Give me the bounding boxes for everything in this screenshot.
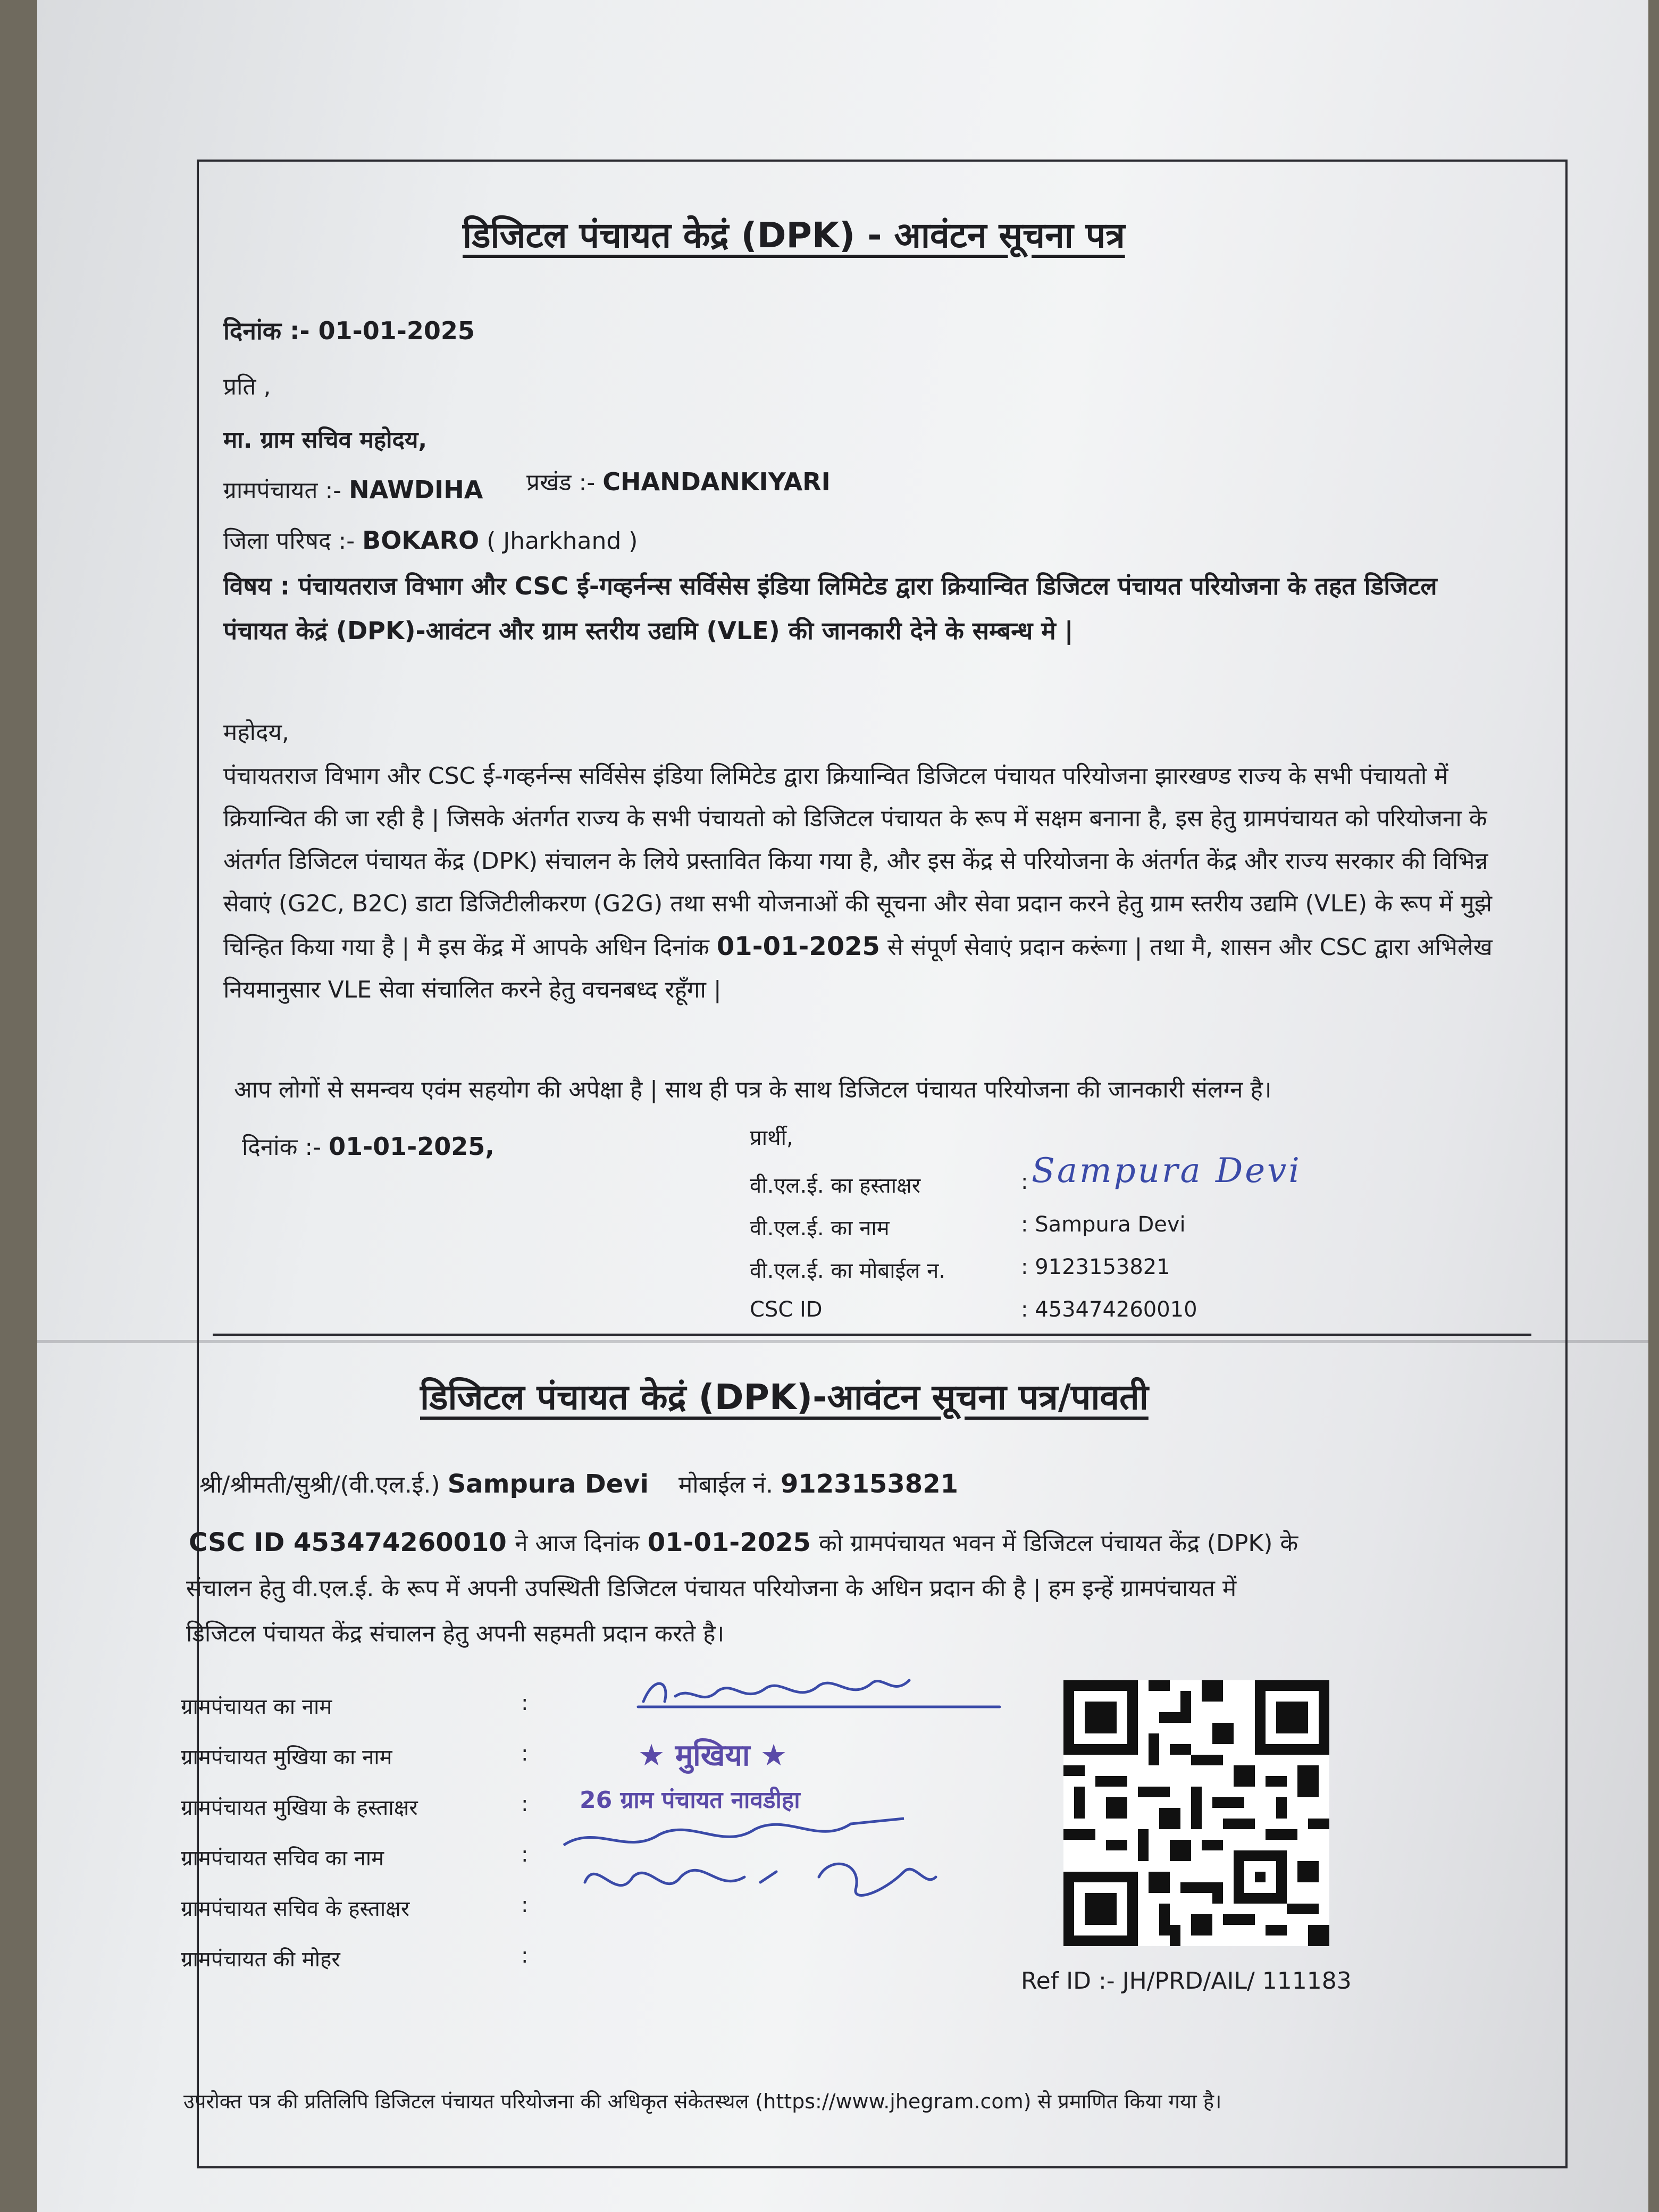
field-colon: :	[521, 1741, 529, 1766]
receipt-fields	[181, 1691, 553, 1972]
field-mukhiya-name: ग्रामपंचायत मुखिया का नाम	[181, 1745, 392, 1770]
field-colon: :	[521, 1842, 529, 1867]
district-label: जिला परिषद :-	[223, 527, 355, 555]
receipt-mobile-label: मोबाईल नं.	[678, 1471, 774, 1498]
csc-id-value: : 453474260010	[1021, 1297, 1197, 1322]
ref-id: Ref ID :- JH/PRD/AIL/ 111183	[1021, 1967, 1352, 1995]
vle-sign-label: वी.एल.ई. का हस्ताक्षर	[750, 1174, 921, 1198]
body-1-date: 01-01-2025	[716, 932, 880, 961]
letter-addressee: मा. ग्राम सचिव महोदय,	[223, 426, 428, 454]
secretary-name-handwriting	[564, 1819, 904, 1845]
qr-code-modules	[1063, 1680, 1329, 1946]
mukhiya-name-handwriting	[638, 1680, 1000, 1707]
field-panchayat-seal: ग्रामपंचायत की मोहर	[181, 1947, 340, 1972]
sign-date-label: दिनांक :-	[242, 1134, 322, 1161]
district-line	[223, 524, 638, 556]
panchayat-value: NAWDIHA	[349, 475, 483, 504]
receipt-name-prefix: श्री/श्रीमती/सुश्री/(वी.एल.ई.)	[199, 1471, 440, 1498]
body-1-text: पंचायतराज विभाग और CSC ई-गव्हर्नन्स सर्विसेस इंडिया लिमिटेड द्वारा क्रियान्वित डिजिटल पंचायत परियोजना झारखण्ड राज्य के सभी पंचायतो में क्रियान्वित की जा रही है | जिसके अंतर्गत राज्य के सभी पंचायतो को डिजिटल पंचायत के रूप में सक्षम बनाना है, इस हेतु ग्रामपंचायत को परियोजना के अंतर्गत डिजिटल पंचायत केंद्र (DPK) संचालन के लिये प्रस्तावित किया गया है, और इस केंद्र से परियोजना के अंतर्गत केंद्र और राज्य सरकार की विभिन्न सेवाएं (G2C, B2C) डाटा डिजिटीलीकरण (G2G) तथा सभी योजनाओं की सूचना और सेवा प्रदान करने हेतु ग्राम स्तरीय उद्यमि (VLE) के रूप में मुझे चिन्हित किया गया है | मै इस केंद्र में आपके अधिन दिनांक	[223, 763, 1493, 961]
sign-date-value: 01-01-2025,	[329, 1132, 495, 1161]
field-mukhiya-signature: ग्रामपंचायत मुखिया के हस्ताक्षर	[181, 1796, 418, 1820]
letter-body-1	[223, 755, 1510, 1011]
receipt-name-line	[199, 1468, 958, 1499]
applicant-label: प्रार्थी,	[750, 1126, 793, 1150]
stamp-line-2: 26 ग्राम पंचायत नावडीहा	[580, 1787, 800, 1814]
vle-signature-block	[750, 1122, 1441, 1335]
letter-body-2: आप लोगों से समन्वय एवंम सहयोग की अपेक्षा है | साथ ही पत्र के साथ डिजिटल पंचायत परियोजना की जानकारी संलग्न है।	[234, 1076, 1272, 1103]
footer-note: उपरोक्त पत्र की प्रतिलिपि डिजिटल पंचायत परियोजना की अधिकृत संकेतस्थल (https://www.jhegram.com) से प्रमाणित किया गया है।	[183, 2090, 1222, 2113]
block-value: CHANDANKIYARI	[602, 467, 831, 496]
receipt-date: 01-01-2025	[647, 1528, 811, 1557]
vle-mobile-label: वी.एल.ई. का मोबाईल न.	[750, 1259, 946, 1283]
receipt-name-value: Sampura Devi	[447, 1469, 649, 1499]
state-value: ( Jharkhand )	[487, 527, 638, 555]
field-colon: :	[521, 1691, 529, 1715]
body-1-tail: से संपूर्ण सेवाएं प्रदान करूंगा | तथा मै, शासन और CSC द्वारा अभिलेख नियमानुसार VLE सेवा संचालित करने हेतु वचनबध्द रहूँगा |	[223, 934, 1493, 1003]
block-label: प्रखंड :-	[526, 469, 596, 496]
receipt-title: डिजिटल पंचायत केद्रं (DPK)-आवंटन सूचना पत्र/पावती	[420, 1377, 1149, 1418]
letter-subject: विषय : पंचायतराज विभाग और CSC ई-गव्हर्नन्स सर्विसेस इंडिया लिमिटेड द्वारा क्रियान्वित डिजिटल पंचायत परियोजना के तहत डिजिटल पंचायत केद्रं (DPK)-आवंटन और ग्राम स्तरीय उद्यमि (VLE) की जानकारी देने के सम्बन्ध मे |	[223, 572, 1437, 645]
signatures-and-stamp	[532, 1654, 1032, 1941]
sign-date-line	[242, 1130, 495, 1162]
vle-name-value: : Sampura Devi	[1021, 1212, 1186, 1237]
csc-id-label: CSC ID	[750, 1297, 823, 1322]
panchayat-line	[223, 473, 483, 505]
vle-name-label: वी.एल.ई. का नाम	[750, 1216, 890, 1241]
receipt-line-2: संचालन हेतु वी.एल.ई. के रूप में अपनी उपस्थिती डिजिटल पंचायत परियोजना के अधिन प्रदान की है | हम इन्हें ग्रामपंचायत में	[186, 1575, 1237, 1602]
panchayat-label: ग्रामपंचायत :-	[223, 477, 342, 504]
field-secretary-signature: ग्रामपंचायत सचिव के हस्ताक्षर	[181, 1897, 410, 1921]
secretary-signature-handwriting	[585, 1864, 936, 1895]
receipt-mobile-value: 9123153821	[781, 1469, 958, 1499]
receipt-line-1	[189, 1526, 1298, 1558]
letter-to: प्रति ,	[223, 373, 271, 400]
receipt-text-1: ने आज दिनांक	[515, 1530, 640, 1557]
letter-salutation: महोदय,	[223, 719, 289, 746]
receipt-line-3: डिजिटल पंचायत केंद्र संचालन हेतु अपनी सहमती प्रदान करते है।	[186, 1620, 725, 1647]
vle-handwritten-signature: Sampura Devi	[1032, 1151, 1302, 1191]
block-line	[526, 465, 831, 497]
vle-sign-colon: :	[1021, 1170, 1028, 1194]
receipt-text-2: को ग्रामपंचायत भवन में डिजिटल पंचायत केंद्र (DPK) के	[819, 1530, 1298, 1557]
field-secretary-name: ग्रामपंचायत सचिव का नाम	[181, 1846, 384, 1871]
stamp-line-1: ★ मुखिया ★	[638, 1738, 787, 1773]
letter-date: दिनांक :- 01-01-2025	[223, 316, 475, 345]
section-divider	[213, 1334, 1531, 1336]
district-value: BOKARO	[362, 526, 480, 555]
field-colon: :	[521, 1792, 529, 1816]
field-panchayat-name: ग्रामपंचायत का नाम	[181, 1695, 332, 1719]
qr-code	[1063, 1680, 1329, 1946]
receipt-csc-id: CSC ID 453474260010	[189, 1528, 507, 1557]
field-colon: :	[521, 1893, 529, 1917]
vle-mobile-value: : 9123153821	[1021, 1255, 1170, 1279]
field-colon: :	[521, 1943, 529, 1968]
letter-title: डिजिटल पंचायत केद्रं (DPK) - आवंटन सूचना पत्र	[463, 215, 1125, 256]
